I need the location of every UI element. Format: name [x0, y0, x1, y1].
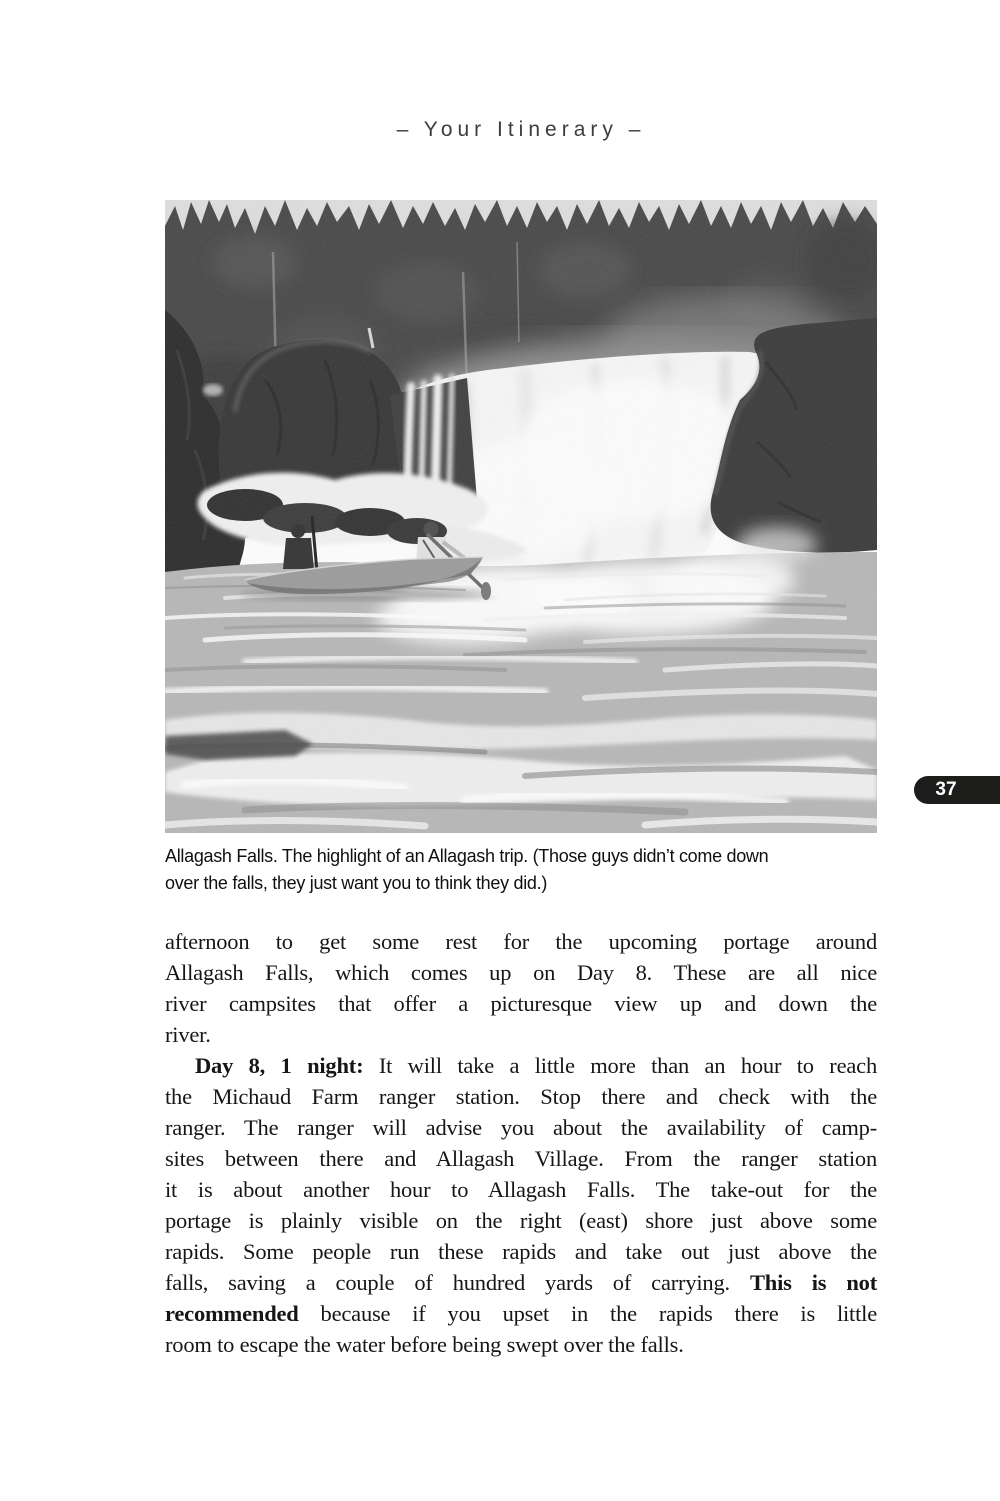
body-line	[165, 926, 877, 957]
text: river campsites that offer a picturesque view up and down the	[165, 991, 877, 1016]
running-head: – Your Itinerary –	[396, 118, 646, 141]
caption-line: over the falls, they just want you to think they did.)	[165, 873, 548, 893]
body-line	[165, 1267, 877, 1298]
caption-line: Allagash Falls. The highlight of an Allagash trip. (Those guys didn’t come down	[165, 846, 769, 866]
body-text	[165, 926, 877, 1360]
text: river.	[165, 1022, 211, 1047]
text: Allagash Falls, which comes up on Day 8. These are all nice	[165, 960, 877, 985]
text: ranger. The ranger will advise you about the availability of camp-	[165, 1115, 877, 1140]
text: portage is plainly visible on the right (east) shore just above some	[165, 1208, 877, 1233]
body-line	[165, 1050, 877, 1081]
body-line	[165, 1143, 877, 1174]
allagash-falls-photo	[165, 200, 877, 833]
body-line	[165, 1236, 877, 1267]
text: It will take a little more than an hour to reach	[363, 1053, 877, 1078]
body-line	[165, 1205, 877, 1236]
page-number: 37	[935, 779, 957, 800]
text: it is about another hour to Allagash Falls. The take-out for the	[165, 1177, 877, 1202]
text: falls, saving a couple of hundred yards of carrying.	[165, 1270, 750, 1295]
body-line	[165, 957, 877, 988]
body-line	[165, 1298, 877, 1329]
text: the Michaud Farm ranger station. Stop there and check with the	[165, 1084, 877, 1109]
text: rapids. Some people run these rapids and take out just above the	[165, 1239, 877, 1264]
bold-text: recommended	[165, 1301, 299, 1326]
body-line	[165, 1112, 877, 1143]
waterfall-photo-art	[165, 200, 877, 833]
body-line	[165, 988, 877, 1019]
text: sites between there and Allagash Village. From the ranger station	[165, 1146, 877, 1171]
body-line	[165, 1174, 877, 1205]
body-line	[165, 1329, 877, 1360]
bold-text: This is not	[749, 1270, 877, 1295]
text: room to escape the water before being swept over the falls.	[165, 1332, 684, 1357]
bold-text: Day 8, 1 night:	[195, 1053, 364, 1078]
body-line	[165, 1019, 877, 1050]
photo-caption	[165, 843, 895, 897]
text: afternoon to get some rest for the upcoming portage around	[165, 929, 877, 954]
body-line	[165, 1081, 877, 1112]
text: because if you upset in the rapids there is little	[298, 1301, 877, 1326]
page-number-tab	[914, 776, 1000, 804]
